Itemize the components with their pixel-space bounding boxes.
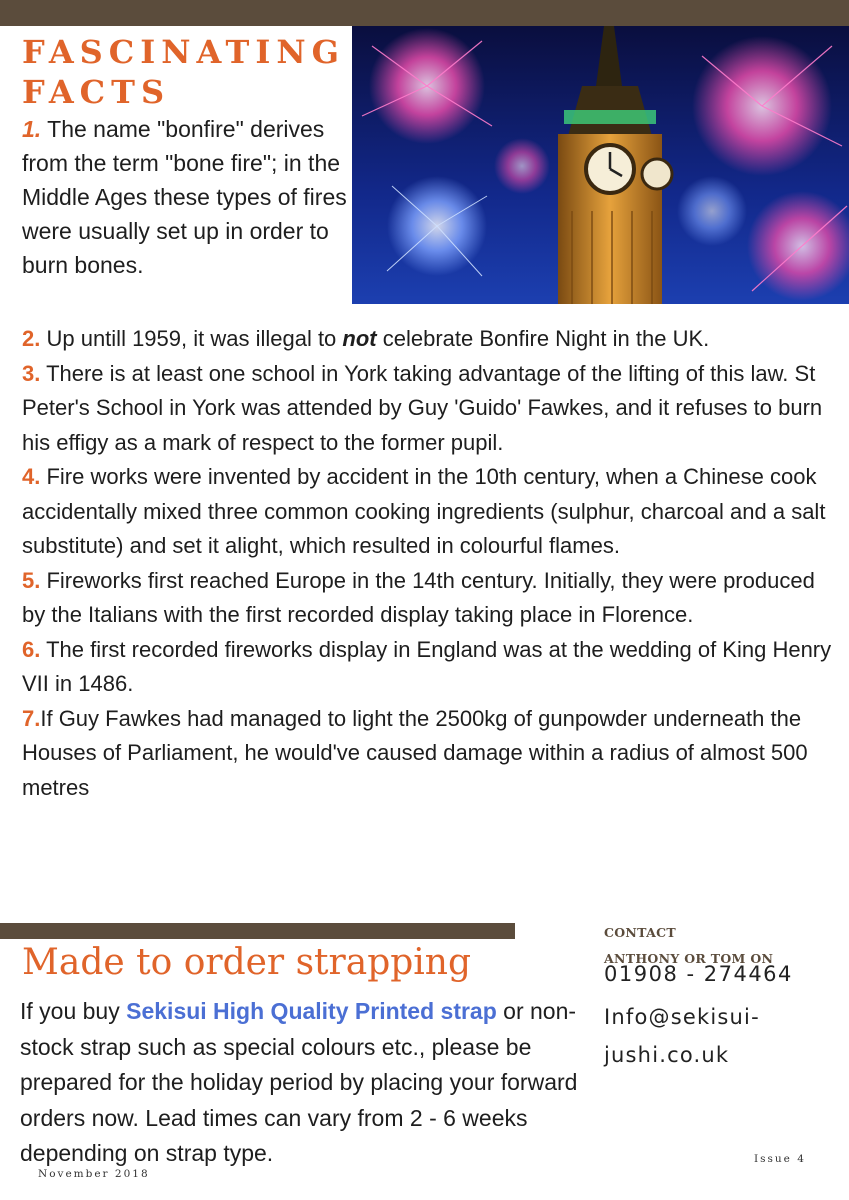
fact-number: 4.	[22, 464, 41, 489]
fact-number: 2.	[22, 326, 41, 351]
order-text: or non-stock strap such as special colours etc., please be prepared for the holiday period by placing your forward orders now. Lead times can vary from 2 - 6 weeks depending on strap type.	[20, 998, 578, 1166]
fact-6	[22, 633, 837, 702]
order-section-title: Made to order strapping	[22, 942, 472, 983]
facts-list	[22, 322, 837, 805]
order-section-text	[20, 994, 610, 1172]
order-text: If you buy	[20, 998, 127, 1024]
page-title-line2: FACTS	[22, 73, 171, 111]
fact-text: The first recorded fireworks display in England was at the wedding of King Henry VII in 1486.	[22, 636, 832, 696]
fact-2	[22, 322, 837, 357]
top-decorative-bar	[0, 0, 849, 26]
fact-number: 5.	[22, 567, 41, 593]
fact-text: The name "bonfire" derives from the term "bone fire"; in the Middle Ages these types of fires were usually set up in order to burn bones.	[22, 116, 347, 278]
fact-text: If Guy Fawkes had managed to light the 2500kg of gunpowder underneath the Houses of Parliament, he would've caused damage within a radius of almost 500 metres	[22, 705, 808, 800]
contact-subtitle: ANTHONY OR TOM ON	[604, 951, 774, 966]
fact-1	[22, 112, 347, 282]
fact-number: 7.	[22, 705, 41, 731]
fact-4	[22, 460, 837, 564]
fact-text: Fire works were invented by accident in the 10th century, when a Chinese cook accidentally mixed three common cooking ingredients (sulphur, charcoal and a salt substitute) and set it alight, which resulted in colourful flames.	[22, 464, 826, 558]
fact-text: celebrate Bonfire Night in the UK.	[376, 326, 710, 351]
fact-text: There is at least one school in York taking advantage of the lifting of this law. St Peter's School in York was attended by Guy 'Guido' Fawkes, and it refuses to burn his effigy as a mark of respect to the former pupil.	[22, 360, 823, 455]
page-title	[22, 32, 345, 112]
order-highlight: Sekisui High Quality Printed strap	[126, 998, 497, 1024]
section-divider-bar	[0, 923, 515, 939]
fact-number: 3.	[22, 360, 41, 386]
fact-text: Up untill 1959, it was illegal to	[40, 326, 343, 351]
footer-issue: Issue 4	[754, 1153, 806, 1165]
page-title-line1: FASCINATING	[22, 33, 345, 71]
fact-5	[22, 564, 837, 633]
contact-title: CONTACT	[604, 925, 676, 940]
footer-date: November 2018	[38, 1168, 150, 1180]
fact-text: Fireworks first reached Europe in the 14th century. Initially, they were produced by the Italians with the first recorded display taking place in Florence.	[22, 567, 815, 627]
contact-phone: 01908 - 274464	[604, 962, 793, 986]
fact-number: 1.	[22, 116, 42, 142]
fact-7	[22, 702, 837, 806]
fact-number: 6.	[22, 636, 41, 662]
fact-emphasis: not	[342, 326, 377, 351]
contact-email: Info@sekisui-jushi.co.uk	[604, 1005, 760, 1067]
fact-3	[22, 357, 837, 461]
big-ben-fireworks-photo	[352, 26, 849, 304]
